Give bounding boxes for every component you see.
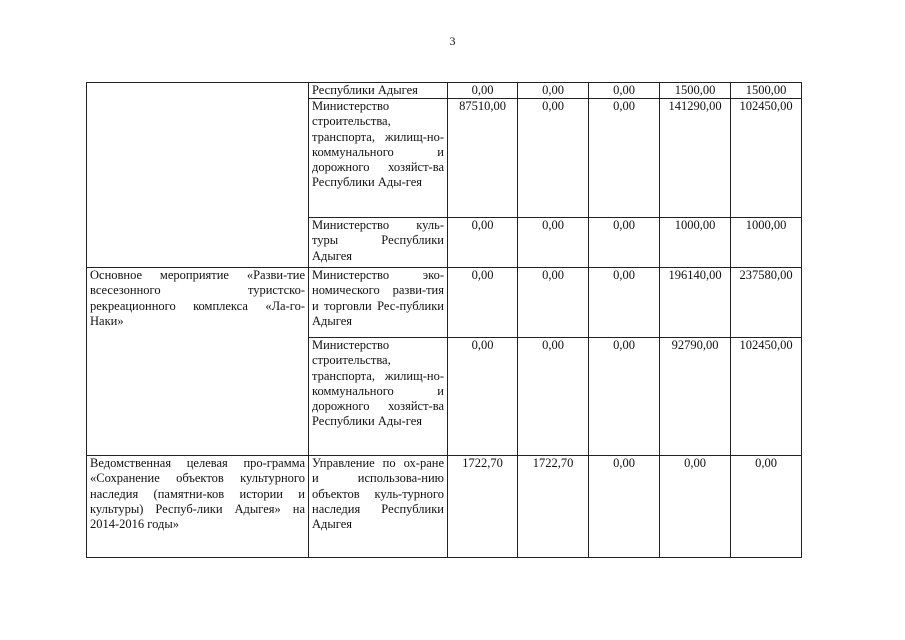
value-cell: 102450,00 bbox=[731, 338, 802, 456]
value-cell: 0,00 bbox=[518, 338, 589, 456]
executor-cell: Управление по ох-ране и использова-нию объектов куль-турного наследия Республики Адыгея bbox=[309, 456, 448, 558]
value-cell: 1722,70 bbox=[518, 456, 589, 558]
program-cell: Ведомственная целевая про-грамма «Сохранение объектов культурного наследия (памятни-ков истории и культуры) Респуб-лики Адыгея» на 2014-2016 годы» bbox=[87, 456, 309, 558]
value-cell: 0,00 bbox=[448, 83, 518, 99]
value-cell: 0,00 bbox=[589, 99, 660, 218]
table-row bbox=[87, 456, 802, 558]
value-cell: 0,00 bbox=[731, 456, 802, 558]
value-cell: 0,00 bbox=[660, 456, 731, 558]
table-row bbox=[87, 268, 802, 338]
value-cell: 0,00 bbox=[589, 338, 660, 456]
value-cell: 0,00 bbox=[448, 338, 518, 456]
value-cell: 0,00 bbox=[589, 456, 660, 558]
value-cell: 141290,00 bbox=[660, 99, 731, 218]
value-cell: 0,00 bbox=[589, 268, 660, 338]
value-cell: 0,00 bbox=[589, 83, 660, 99]
value-cell: 1722,70 bbox=[448, 456, 518, 558]
value-cell: 1500,00 bbox=[731, 83, 802, 99]
value-cell: 0,00 bbox=[518, 268, 589, 338]
page-number: 3 bbox=[449, 34, 456, 48]
executor-cell: Министерство строительства, транспорта, жилищ-но-коммунального и дорожного хозяйст-ва Республики Ады-гея bbox=[309, 338, 448, 456]
value-cell: 87510,00 bbox=[448, 99, 518, 218]
value-cell: 0,00 bbox=[518, 99, 589, 218]
value-cell: 1500,00 bbox=[660, 83, 731, 99]
value-cell: 92790,00 bbox=[660, 338, 731, 456]
value-cell: 1000,00 bbox=[660, 218, 731, 268]
value-cell: 0,00 bbox=[589, 218, 660, 268]
value-cell: 0,00 bbox=[448, 218, 518, 268]
executor-cell: Министерство эко-номического разви-тия и торговли Рес-публики Адыгея bbox=[309, 268, 448, 338]
program-cell: Основное мероприятие «Разви-тие всесезонного туристско-рекреационного комплекса «Ла-го-Наки» bbox=[87, 268, 309, 456]
value-cell: 0,00 bbox=[518, 218, 589, 268]
value-cell: 0,00 bbox=[518, 83, 589, 99]
budget-table bbox=[86, 82, 802, 558]
value-cell: 0,00 bbox=[448, 268, 518, 338]
executor-cell: Республики Адыгея bbox=[309, 83, 448, 99]
executor-cell: Министерство куль-туры Республики Адыгея bbox=[309, 218, 448, 268]
value-cell: 102450,00 bbox=[731, 99, 802, 218]
value-cell: 1000,00 bbox=[731, 218, 802, 268]
value-cell: 196140,00 bbox=[660, 268, 731, 338]
executor-cell: Министерство строительства, транспорта, жилищ-но-коммунального и дорожного хозяйст-ва Республики Ады-гея bbox=[309, 99, 448, 218]
value-cell: 237580,00 bbox=[731, 268, 802, 338]
table-row bbox=[87, 83, 802, 99]
program-cell bbox=[87, 83, 309, 268]
